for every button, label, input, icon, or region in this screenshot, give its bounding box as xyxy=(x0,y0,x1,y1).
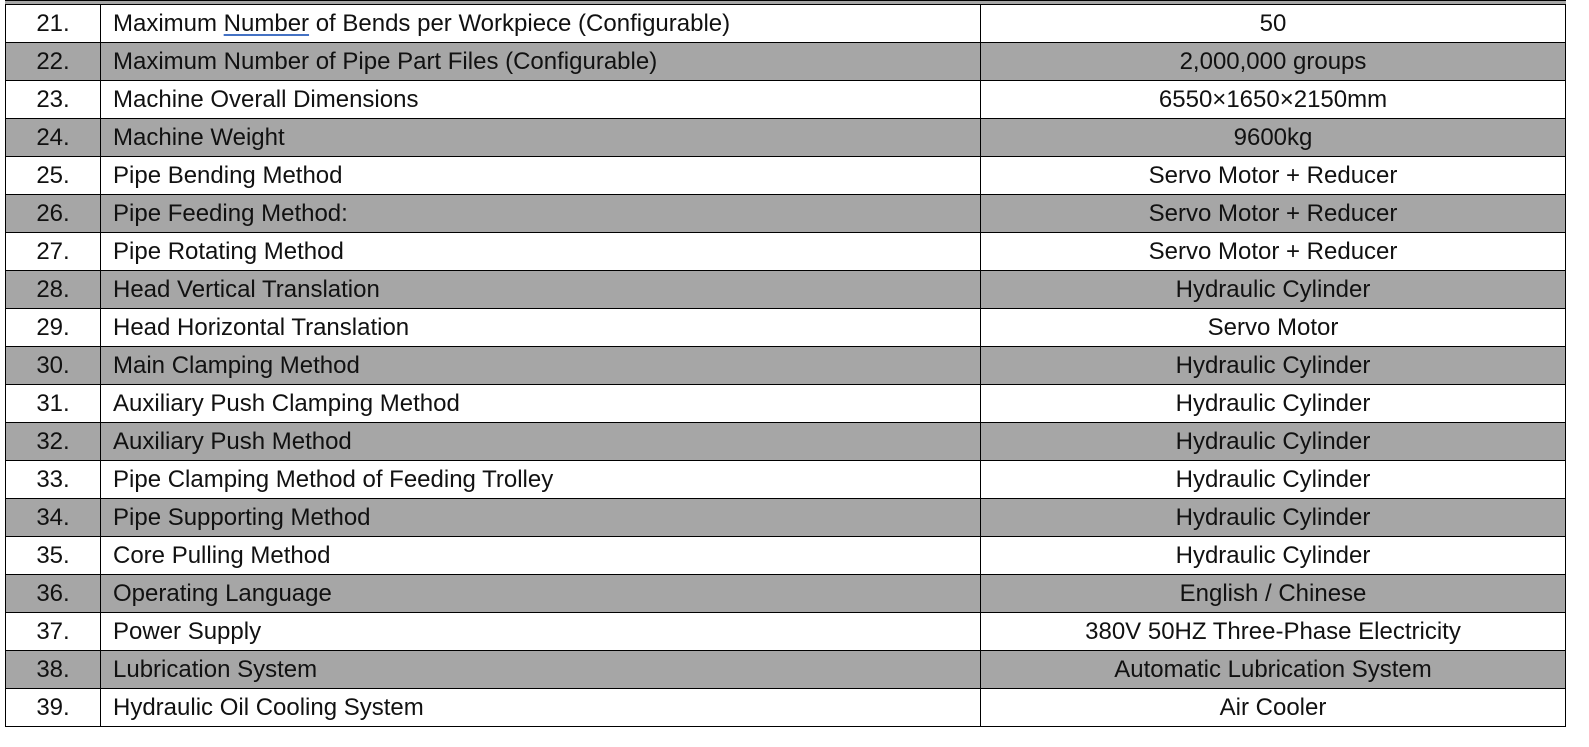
row-number: 28. xyxy=(6,271,101,309)
table-row xyxy=(6,119,1566,157)
spec-value[interactable]: Hydraulic Cylinder xyxy=(981,347,1566,385)
spec-value[interactable]: Hydraulic Cylinder xyxy=(981,271,1566,309)
table-row xyxy=(6,81,1566,119)
spec-value[interactable]: Servo Motor xyxy=(981,309,1566,347)
spec-value[interactable]: Servo Motor + Reducer xyxy=(981,157,1566,195)
row-number: 23. xyxy=(6,81,101,119)
table-row xyxy=(6,385,1566,423)
spec-item[interactable]: Auxiliary Push Clamping Method xyxy=(101,385,981,423)
spec-item[interactable]: Maximum Number of Pipe Part Files (Configurable) xyxy=(101,43,981,81)
table-row xyxy=(6,157,1566,195)
table-row xyxy=(6,423,1566,461)
spec-item[interactable]: Pipe Bending Method xyxy=(101,157,981,195)
spec-item[interactable]: Pipe Rotating Method xyxy=(101,233,981,271)
row-number: 38. xyxy=(6,651,101,689)
spec-value[interactable]: Hydraulic Cylinder xyxy=(981,423,1566,461)
spec-value[interactable]: 2,000,000 groups xyxy=(981,43,1566,81)
spec-value[interactable]: 380V 50HZ Three-Phase Electricity xyxy=(981,613,1566,651)
table-row xyxy=(6,461,1566,499)
row-number: 34. xyxy=(6,499,101,537)
spec-value[interactable]: English / Chinese xyxy=(981,575,1566,613)
spec-value[interactable]: Air Cooler xyxy=(981,689,1566,727)
row-number: 33. xyxy=(6,461,101,499)
row-number: 26. xyxy=(6,195,101,233)
table-row xyxy=(6,233,1566,271)
table-row xyxy=(6,537,1566,575)
spec-item-text-start: Maximum xyxy=(113,10,224,37)
spec-item[interactable]: Pipe Supporting Method xyxy=(101,499,981,537)
row-number: 25. xyxy=(6,157,101,195)
spec-item[interactable]: Core Pulling Method xyxy=(101,537,981,575)
spec-item[interactable]: Operating Language xyxy=(101,575,981,613)
spec-value[interactable]: Hydraulic Cylinder xyxy=(981,499,1566,537)
spec-item[interactable]: Power Supply xyxy=(101,613,981,651)
spec-item-text-end: of Bends per Workpiece (Configurable) xyxy=(309,10,731,37)
table-row xyxy=(6,309,1566,347)
spec-value[interactable]: Servo Motor + Reducer xyxy=(981,233,1566,271)
spec-value[interactable]: 50 xyxy=(981,5,1566,43)
row-number: 30. xyxy=(6,347,101,385)
spec-item[interactable]: Auxiliary Push Method xyxy=(101,423,981,461)
spec-item[interactable]: Machine Overall Dimensions xyxy=(101,81,981,119)
spec-value[interactable]: 6550×1650×2150mm xyxy=(981,81,1566,119)
spec-item[interactable]: Head Horizontal Translation xyxy=(101,309,981,347)
row-number: 24. xyxy=(6,119,101,157)
spec-value[interactable]: Hydraulic Cylinder xyxy=(981,461,1566,499)
table-row xyxy=(6,499,1566,537)
spec-item[interactable]: Main Clamping Method xyxy=(101,347,981,385)
spellcheck-flagged-word[interactable]: Number xyxy=(223,10,310,37)
row-number: 29. xyxy=(6,309,101,347)
spec-item[interactable]: Head Vertical Translation xyxy=(101,271,981,309)
table-row xyxy=(6,613,1566,651)
table-row xyxy=(6,271,1566,309)
table-row xyxy=(6,5,1566,43)
row-number: 36. xyxy=(6,575,101,613)
row-number: 31. xyxy=(6,385,101,423)
row-number: 39. xyxy=(6,689,101,727)
table-row xyxy=(6,347,1566,385)
row-number: 27. xyxy=(6,233,101,271)
spec-item[interactable]: Lubrication System xyxy=(101,651,981,689)
row-number: 21. xyxy=(6,5,101,43)
spec-item[interactable] xyxy=(101,5,981,43)
row-number: 22. xyxy=(6,43,101,81)
spec-item[interactable]: Hydraulic Oil Cooling System xyxy=(101,689,981,727)
table-row xyxy=(6,195,1566,233)
spec-item[interactable]: Pipe Feeding Method: xyxy=(101,195,981,233)
row-number: 37. xyxy=(6,613,101,651)
row-number: 35. xyxy=(6,537,101,575)
spec-value[interactable]: Hydraulic Cylinder xyxy=(981,385,1566,423)
table-row xyxy=(6,689,1566,727)
specifications-table xyxy=(5,4,1566,727)
table-row xyxy=(6,43,1566,81)
spec-value[interactable]: Automatic Lubrication System xyxy=(981,651,1566,689)
table-row xyxy=(6,575,1566,613)
spec-item[interactable]: Pipe Clamping Method of Feeding Trolley xyxy=(101,461,981,499)
row-number: 32. xyxy=(6,423,101,461)
spec-value[interactable]: Servo Motor + Reducer xyxy=(981,195,1566,233)
spec-value[interactable]: 9600kg xyxy=(981,119,1566,157)
spec-item[interactable]: Machine Weight xyxy=(101,119,981,157)
spec-value[interactable]: Hydraulic Cylinder xyxy=(981,537,1566,575)
table-row xyxy=(6,651,1566,689)
